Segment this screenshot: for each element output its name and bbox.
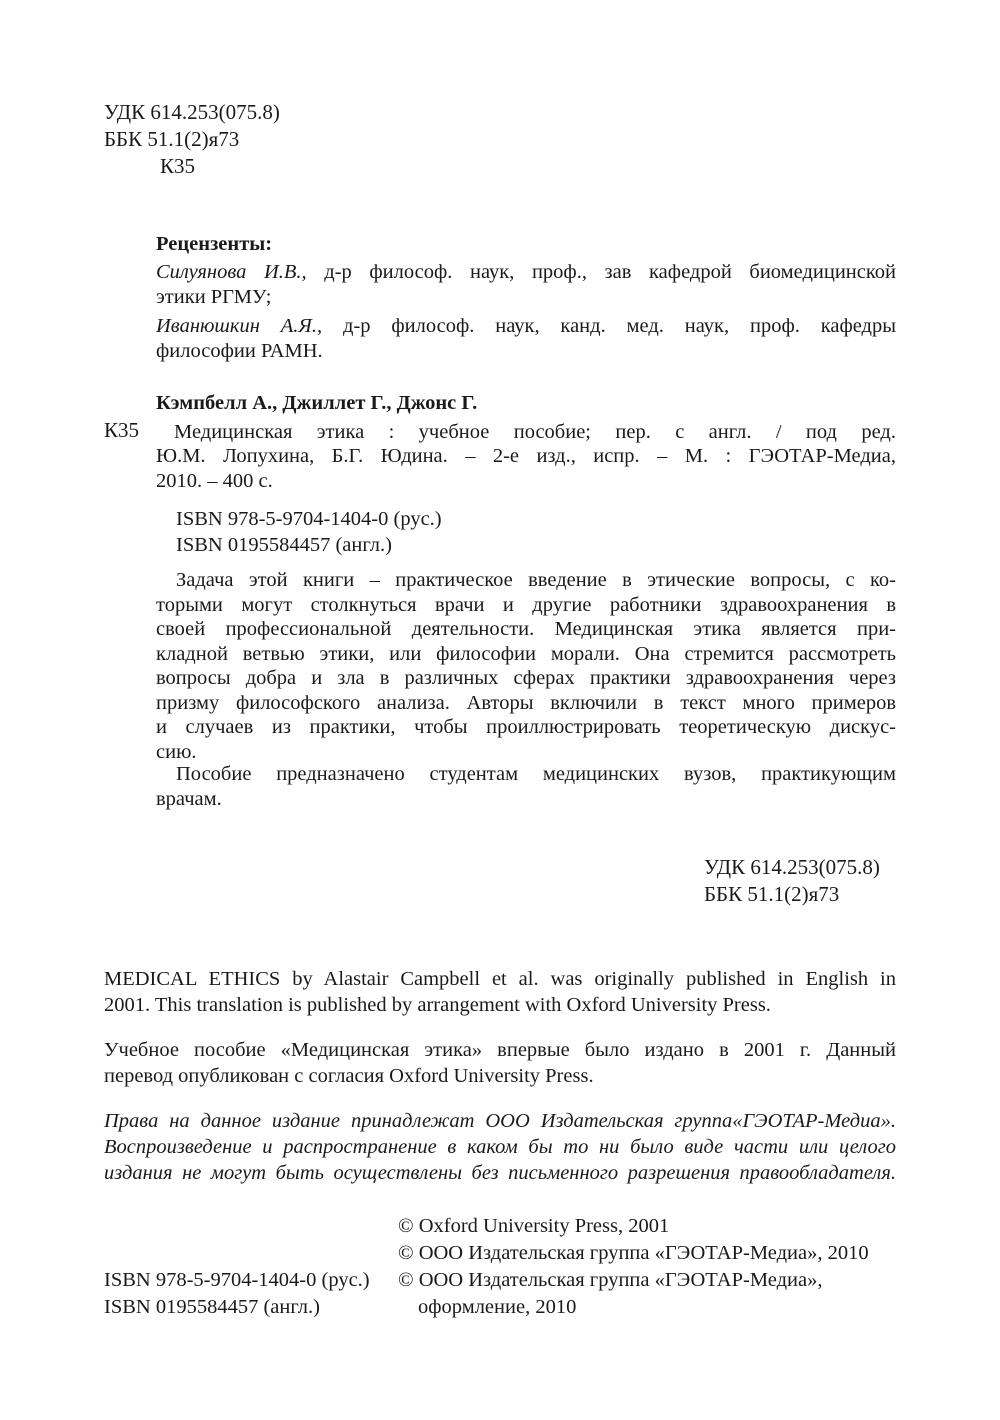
bib-line-1: Медицинская этика : учебное пособие; пер. с англ. / под ред. (174, 421, 896, 443)
abstract-line: и случаев из практики, чтобы проиллюстрировать теоретическую дискус- (156, 716, 896, 738)
english-notice (104, 966, 896, 1018)
book-authors: Кэмпбелл А., Джиллет Г., Джонс Г. (156, 392, 478, 414)
notice-line: перевод опубликован с согласия Oxford University Press. (104, 1065, 594, 1087)
abstract-line: Задача этой книги – практическое введение в этические вопросы, с ко- (176, 569, 896, 591)
copyright-design-year: оформление, 2010 (418, 1296, 577, 1318)
abstract-line: торыми могут столкнуться врачи и другие работники здравоохранения в (156, 593, 896, 616)
rights-line: Права на данное издание принадлежат ООО Издательская группа«ГЭОТАР-Медиа». (104, 1110, 896, 1132)
bib-isbn-en: ISBN 0195584457 (англ.) (176, 534, 392, 556)
bib-line-2: Ю.М. Лопухина, Б.Г. Юдина. – 2-е изд., испр. – М. : ГЭОТАР-Медиа, (156, 445, 896, 467)
reviewer-1-name: Силуянова И.В., (156, 261, 307, 283)
bib-description-cont (156, 444, 896, 493)
bbk-code-right: ББК 51.1(2)я73 (704, 882, 840, 906)
notice-line: Учебное пособие «Медицинская этика» впервые было издано в 2001 г. Данный (104, 1039, 896, 1061)
isbn-ru-bottom: ISBN 978-5-9704-1404-0 (рус.) (104, 1269, 370, 1291)
abstract-line: вопросы добра и зла в различных сферах практики здравоохранения через (156, 667, 896, 689)
isbn-en-bottom: ISBN 0195584457 (англ.) (104, 1296, 320, 1318)
abstract-line: своей профессиональной деятельности. Медицинская этика является при- (156, 618, 896, 640)
rights-line: издания не могут быть осуществлены без письменного разрешения правообладателя. (104, 1162, 896, 1184)
bib-isbn-ru: ISBN 978-5-9704-1404-0 (рус.) (176, 508, 442, 530)
copyright-geotar-design: © ООО Издательская группа «ГЭОТАР-Медиа», (398, 1269, 823, 1291)
abstract-line: призму философского анализа. Авторы включили в текст много примеров (156, 691, 896, 714)
udk-code-right: УДК 614.253(075.8) (704, 855, 880, 879)
reviewers-heading: Рецензенты: (156, 233, 273, 255)
author-mark: К35 (160, 154, 196, 178)
reviewer-1-line-2: этики РГМУ; (156, 285, 272, 308)
reviewer-1-line-1: д-р философ. наук, проф., зав кафедрой биомедицинской (324, 261, 897, 283)
russian-notice (104, 1037, 896, 1089)
abstract-line: сию. (156, 740, 197, 763)
notice-line: MEDICAL ETHICS by Alastair Campbell et al. was originally published in English in (104, 968, 896, 990)
bbk-code: ББК 51.1(2)я73 (104, 127, 240, 151)
reviewer-1 (156, 260, 896, 309)
abstract-line: врачам. (156, 787, 222, 810)
reviewer-2-line-1: д-р философ. наук, канд. мед. наук, проф. кафедры (343, 315, 897, 337)
notice-line: 2001. This translation is published by arrangement with Oxford University Press. (104, 994, 771, 1016)
reviewer-2-name: Иванюшкин А.Я., (156, 315, 323, 337)
copyright-oxford: © Oxford University Press, 2001 (398, 1215, 670, 1237)
rights-line: Воспроизведение и распространение в каком бы то ни было виде части или целого (104, 1136, 896, 1158)
rights-notice (104, 1108, 896, 1186)
bib-author-mark: К35 (104, 418, 140, 442)
bib-line-3: 2010. – 400 с. (156, 469, 273, 492)
udk-code: УДК 614.253(075.8) (104, 100, 280, 124)
abstract-paragraph-1 (156, 568, 896, 764)
copyright-geotar: © ООО Издательская группа «ГЭОТАР-Медиа», 2010 (398, 1242, 869, 1264)
reviewer-2 (156, 314, 896, 363)
reviewer-2-line-2: философии РАМН. (156, 339, 323, 362)
abstract-line: Пособие предназначено студентам медицинских вузов, практикующим (176, 763, 896, 785)
bib-description (174, 420, 896, 445)
abstract-line: кладной ветвью этики, или философии морали. Она стремится рассмотреть (156, 642, 896, 665)
abstract-paragraph-2 (156, 762, 896, 811)
